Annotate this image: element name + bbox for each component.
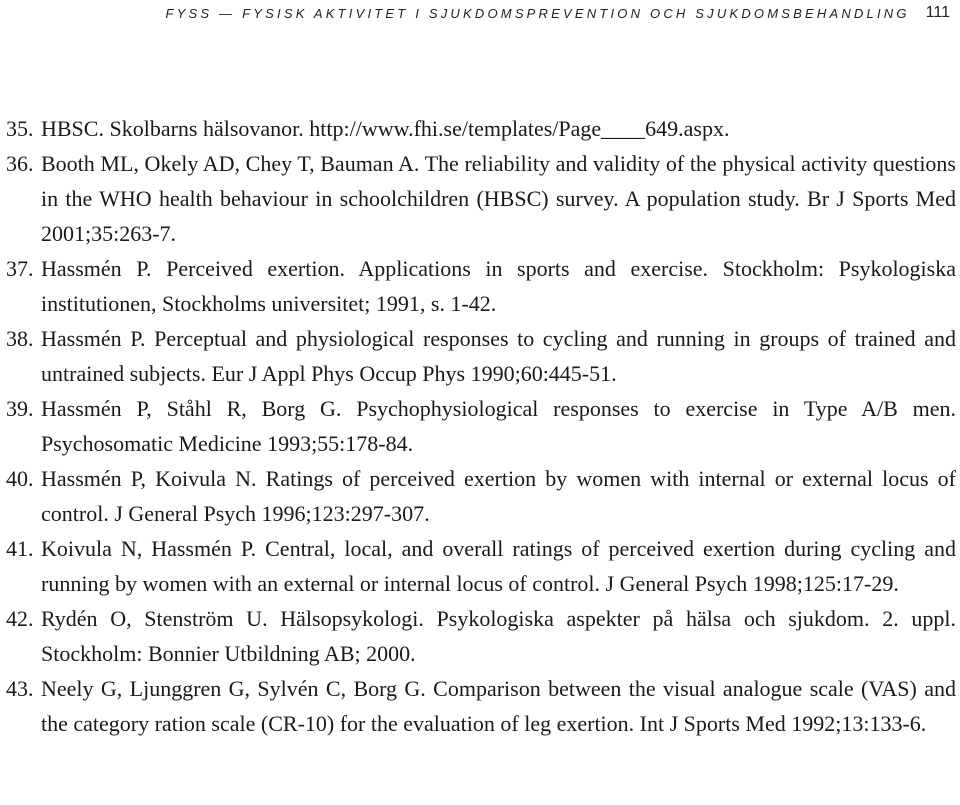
reference-text: Koivula N, Hassmén P. Central, local, and overall ratings of perceived exertion during cycling and running by women with an external or internal locus of control. J General Psych 1998;125:17-29. — [41, 536, 956, 596]
reference-text: Neely G, Ljunggren G, Sylvén C, Borg G. Comparison between the visual analogue scale (VAS) and the category ration scale (CR-10) for the evaluation of leg exertion. Int J Sports Med 1992;13:133-6. — [41, 676, 956, 736]
header-title: FYSS — FYSISK AKTIVITET I SJUKDOMSPREVENTION OCH SJUKDOMSBEHANDLING — [165, 5, 910, 21]
reference-text: Hassmén P. Perceived exertion. Applications in sports and exercise. Stockholm: Psykologiska institutionen, Stockholms universitet; 1991, s. 1-42. — [41, 256, 956, 316]
reference-list — [6, 111, 956, 741]
reference-text: Hassmén P, Ståhl R, Borg G. Psychophysiological responses to exercise in Type A/B men. Psychosomatic Medicine 1993;55:178-84. — [41, 396, 956, 456]
reference-item — [6, 531, 956, 601]
reference-item — [6, 461, 956, 531]
reference-text: Hassmén P, Koivula N. Ratings of perceived exertion by women with internal or external locus of control. J General Psych 1996;123:297-307. — [41, 466, 956, 526]
reference-text: Rydén O, Stenström U. Hälsopsykologi. Psykologiska aspekter på hälsa och sjukdom. 2. uppl. Stockholm: Bonnier Utbildning AB; 2000. — [41, 606, 956, 666]
reference-text: Booth ML, Okely AD, Chey T, Bauman A. The reliability and validity of the physical activity questions in the WHO health behaviour in schoolchildren (HBSC) survey. A population study. Br J Sports Med 2001;35:263-7. — [41, 151, 956, 246]
reference-item — [6, 601, 956, 671]
reference-number: 35. — [6, 116, 34, 141]
reference-number: 43. — [6, 676, 34, 701]
reference-item — [6, 321, 956, 391]
reference-number: 41. — [6, 536, 34, 561]
reference-number: 36. — [6, 151, 34, 176]
reference-item — [6, 671, 956, 741]
reference-item — [6, 251, 956, 321]
reference-item — [6, 391, 956, 461]
running-header — [166, 0, 950, 26]
reference-number: 40. — [6, 466, 34, 491]
reference-text: Hassmén P. Perceptual and physiological responses to cycling and running in groups of trained and untrained subjects. Eur J Appl Phys Occup Phys 1990;60:445-51. — [41, 326, 956, 386]
reference-item — [6, 111, 956, 146]
reference-number: 42. — [6, 606, 34, 631]
reference-number: 37. — [6, 256, 34, 281]
reference-text: HBSC. Skolbarns hälsovanor. http://www.fhi.se/templates/Page____649.aspx. — [41, 116, 730, 141]
reference-item — [6, 146, 956, 251]
page-number: 111 — [925, 4, 950, 21]
reference-number: 38. — [6, 326, 34, 351]
reference-number: 39. — [6, 396, 34, 421]
